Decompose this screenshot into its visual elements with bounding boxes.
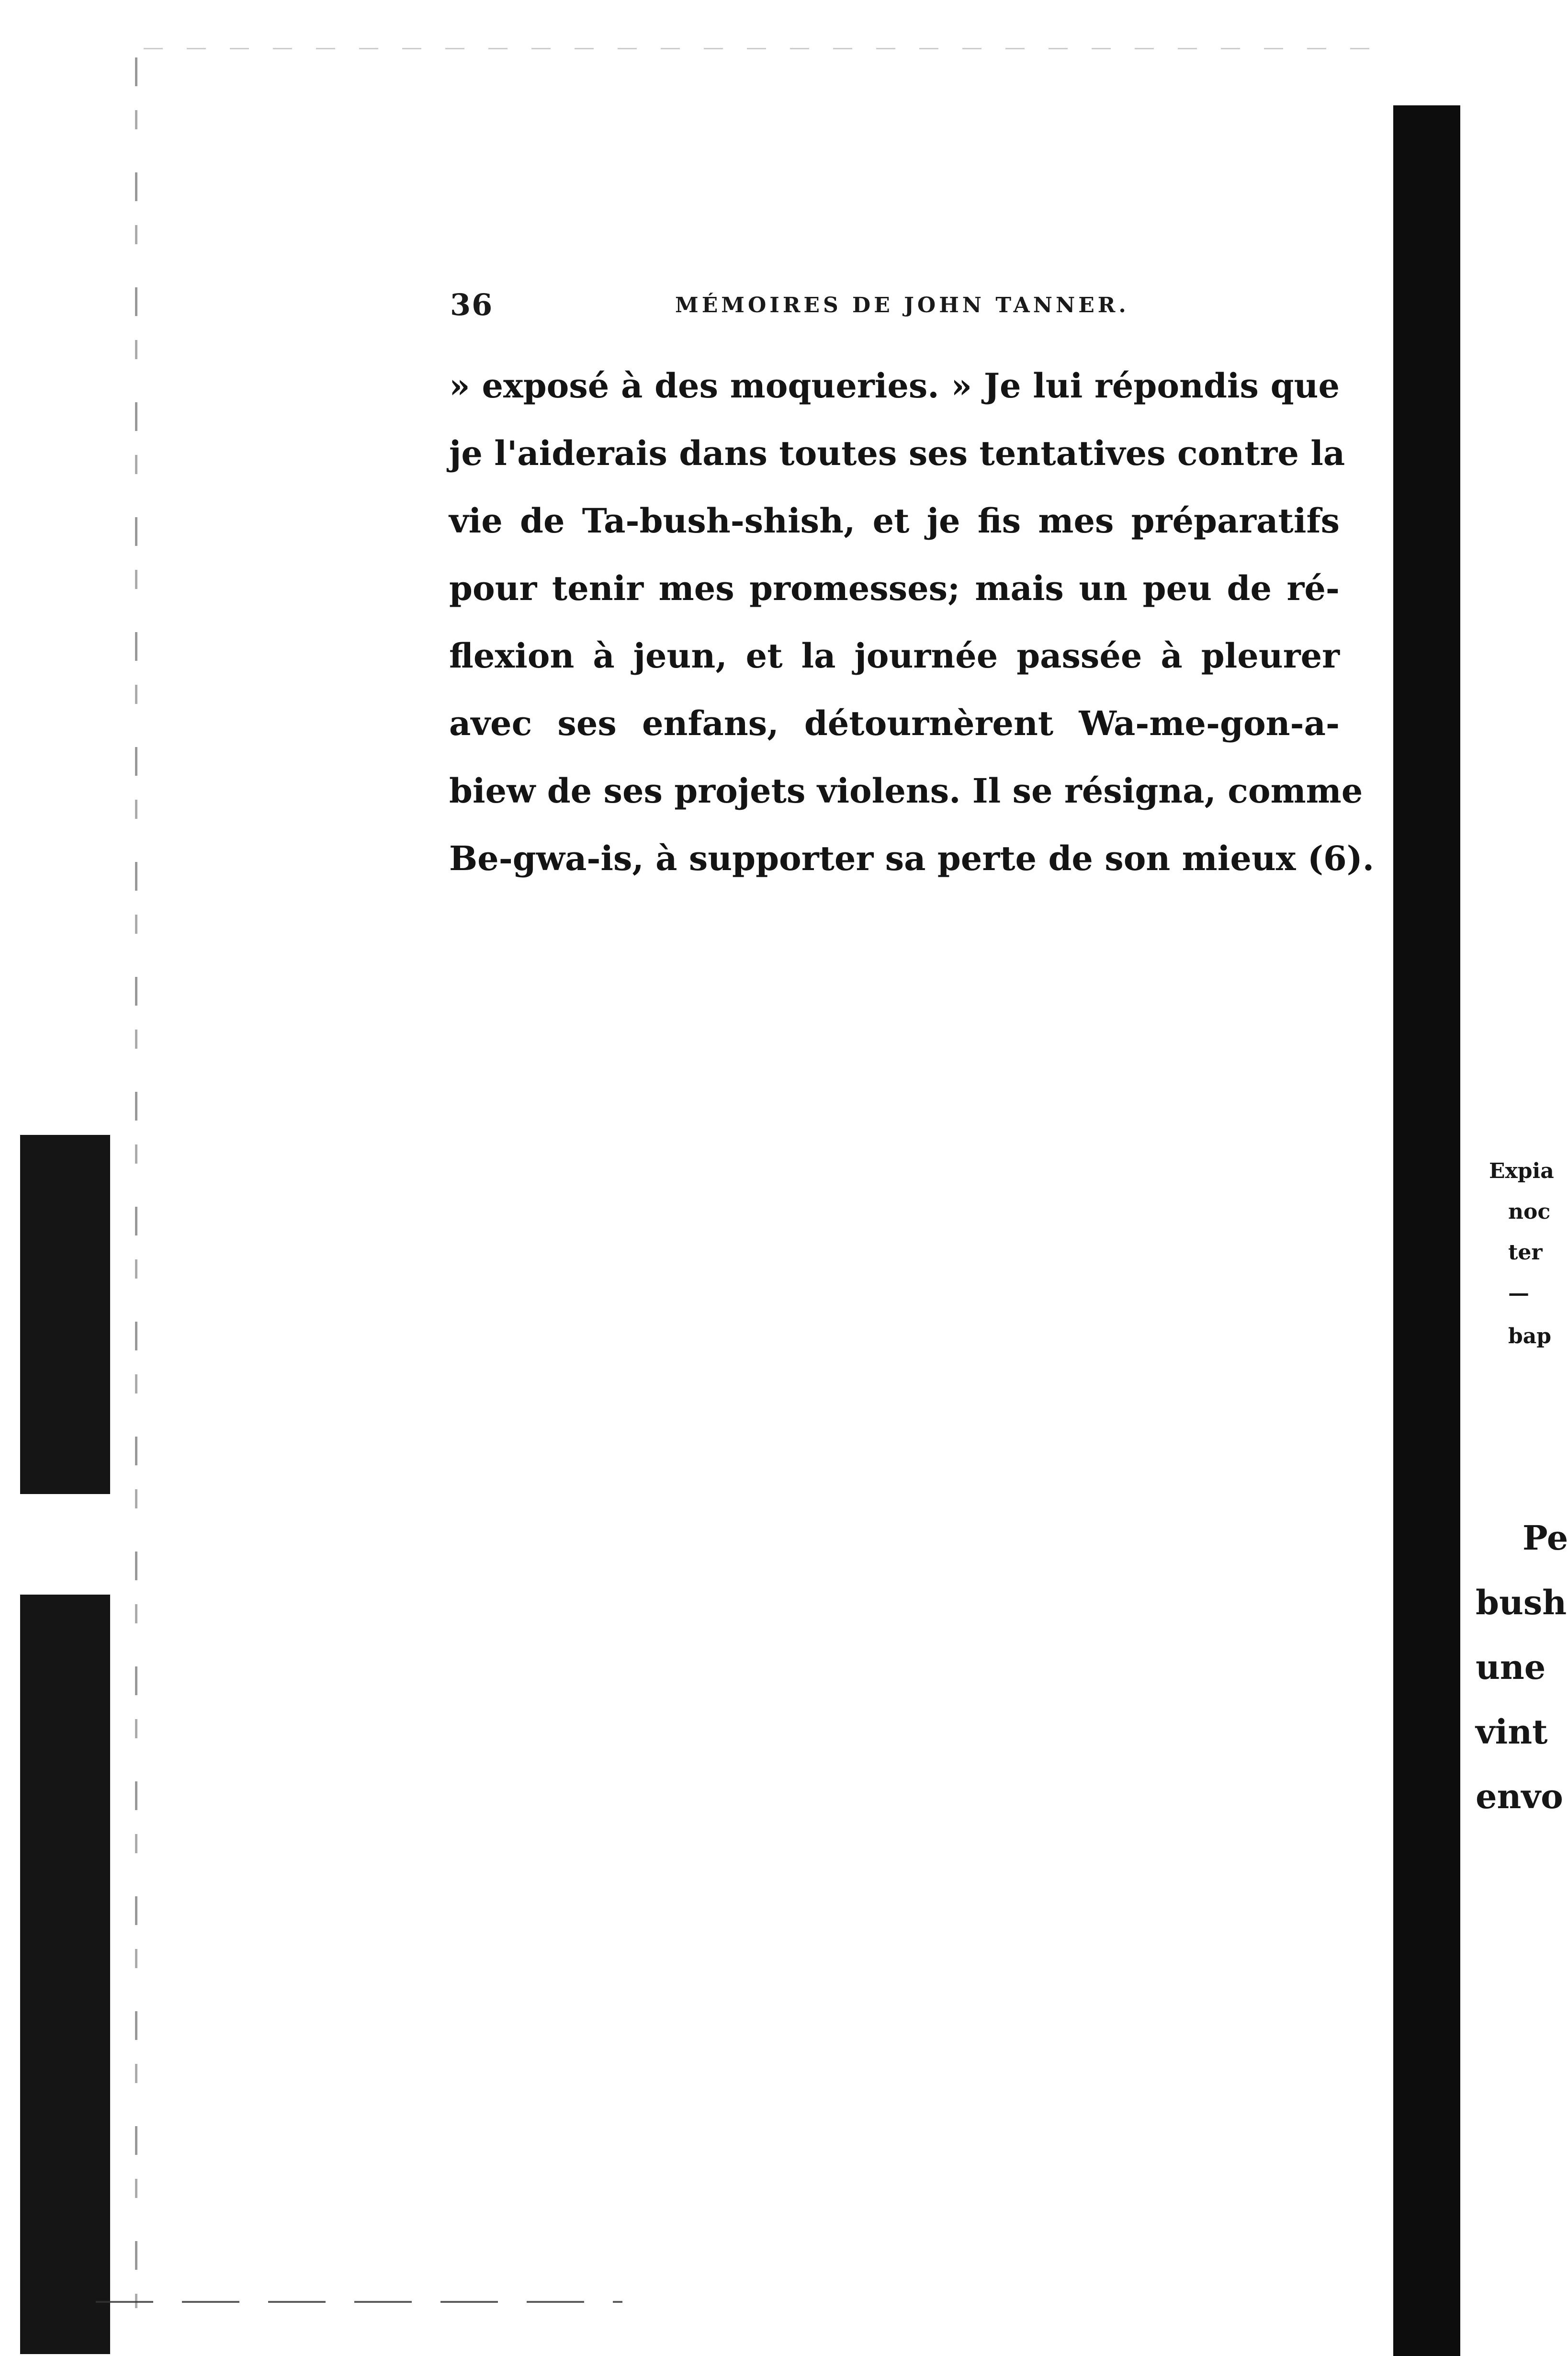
running-header	[450, 287, 1331, 330]
next-page-fragment	[1460, 0, 1568, 2354]
running-title: MÉMOIRES DE JOHN TANNER.	[675, 293, 1129, 317]
summary-fragment: Expia	[1489, 1159, 1554, 1183]
scan-artifact-left-bar	[20, 1595, 110, 2354]
text-line: pour tenir mes promesses; mais un peu de ré-	[449, 568, 1340, 608]
text-line: je l'aiderais dans toutes ses tentatives contre la	[449, 433, 1345, 473]
text-fragment: vint	[1476, 1712, 1548, 1752]
scan-artifact-bottom	[96, 2301, 622, 2303]
text-line: flexion à jeun, et la journée passée à pleurer	[449, 636, 1340, 676]
summary-fragment: ter	[1508, 1240, 1543, 1265]
text-line: vie de Ta-bush-shish, et je fis mes préparatifs	[449, 501, 1340, 541]
scan-artifact-left-edge	[135, 57, 137, 2308]
text-fragment: une	[1476, 1647, 1546, 1687]
text-line: » exposé à des moqueries. » Je lui répondis que	[449, 366, 1340, 406]
body-paragraph	[449, 352, 1375, 892]
summary-fragment: bap	[1508, 1324, 1552, 1348]
text-line: avec ses enfans, détournèrent Wa-me-gon-a-	[449, 703, 1340, 743]
text-fragment: envo	[1476, 1777, 1563, 1816]
summary-fragment: noc	[1508, 1200, 1551, 1224]
text-line: Be-gwa-is, à supporter sa perte de son mieux (6).	[449, 838, 1375, 878]
summary-fragment: —	[1508, 1281, 1529, 1305]
text-fragment: bush	[1476, 1583, 1567, 1622]
page-number: 36	[450, 287, 494, 322]
scan-artifact-left-bar	[20, 1135, 110, 1494]
text-line: biew de ses projets violens. Il se résigna, comme	[449, 771, 1363, 811]
text-fragment: Pe	[1523, 1518, 1568, 1558]
scan-artifact-top	[144, 48, 1388, 49]
scan-artifact-binding-shadow	[1393, 105, 1460, 2356]
